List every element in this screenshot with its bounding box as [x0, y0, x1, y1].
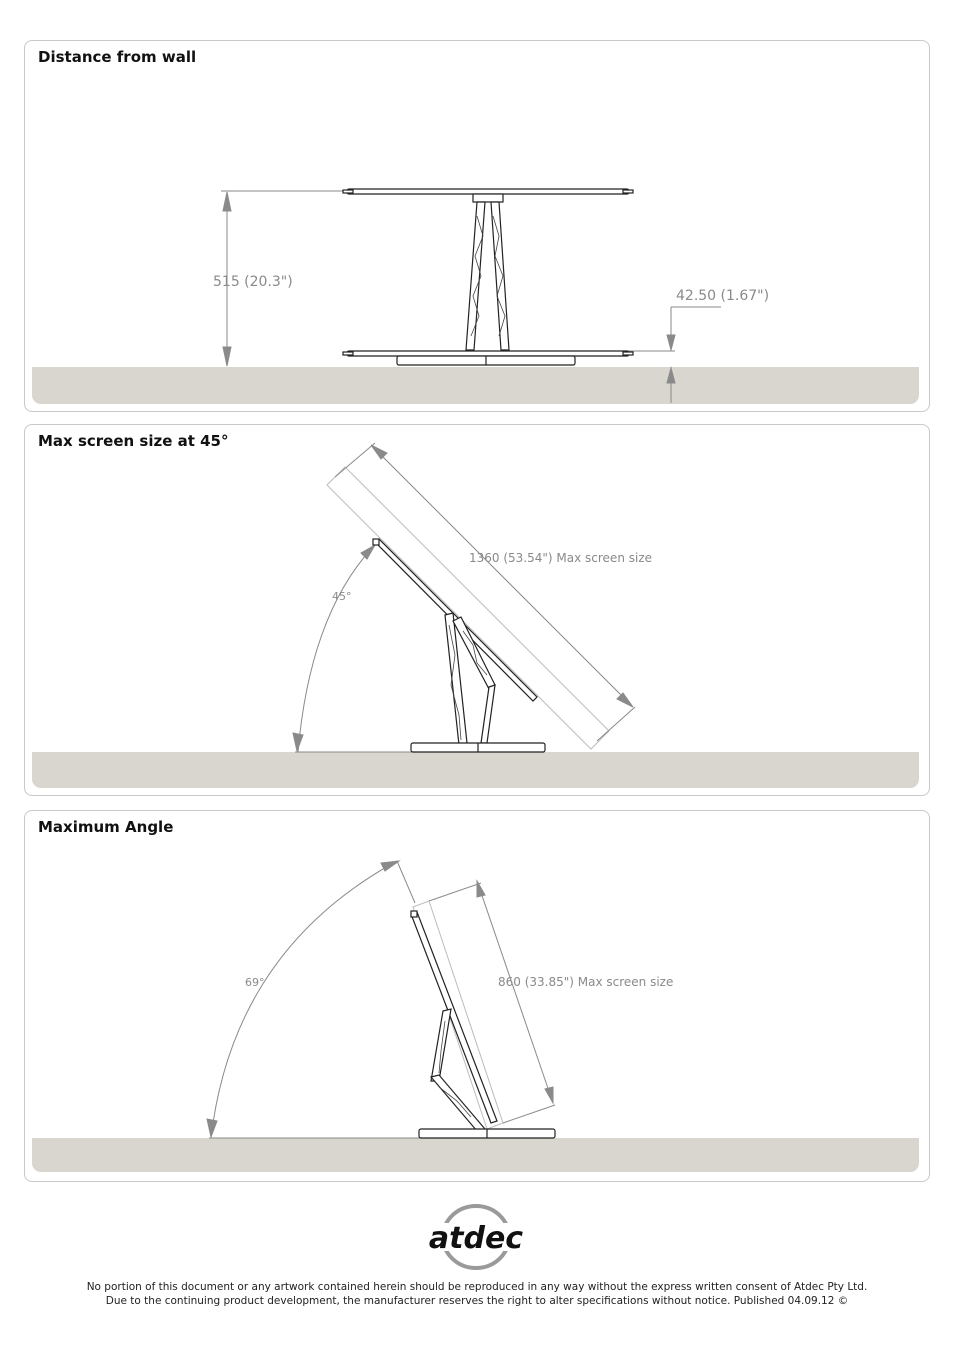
- atdec-logo-mark: [0, 1203, 954, 1273]
- footer-disclaimer: [0, 1280, 954, 1308]
- panel-max-screen-45: [24, 424, 930, 796]
- panel-distance-from-wall: [24, 40, 930, 412]
- panel-title: Max screen size at 45°: [38, 432, 229, 450]
- panel-maximum-angle: [24, 810, 930, 1182]
- footer-line-2: Due to the continuing product development, the manufacturer reserves the right to alter specifications without notice. Published 04.09.12 ©: [105, 1295, 849, 1307]
- panel-title: Distance from wall: [38, 48, 197, 66]
- desk-mount-diagram-max-angle: [25, 811, 930, 1182]
- atdec-logo: [0, 1203, 954, 1273]
- dimension-angle-label: 45°: [332, 590, 352, 603]
- dimension-height-label: 515 (20.3"): [213, 274, 293, 290]
- desk-mount-diagram-45: [25, 425, 930, 796]
- dimension-angle-label: 69°: [245, 976, 265, 989]
- footer-line-1: No portion of this document or any artwork contained herein should be reproduced in any way without the express written consent of Atdec Pty Ltd.: [86, 1281, 868, 1293]
- logo-text: atdec: [428, 1221, 524, 1256]
- dimension-screen-label: 1360 (53.54") Max screen size: [469, 551, 652, 565]
- desk-mount-diagram-top: [25, 41, 930, 412]
- dimension-offset-label: 42.50 (1.67"): [676, 288, 770, 304]
- dimension-screen-label: 860 (33.85") Max screen size: [498, 975, 674, 989]
- panel-title: Maximum Angle: [38, 818, 174, 836]
